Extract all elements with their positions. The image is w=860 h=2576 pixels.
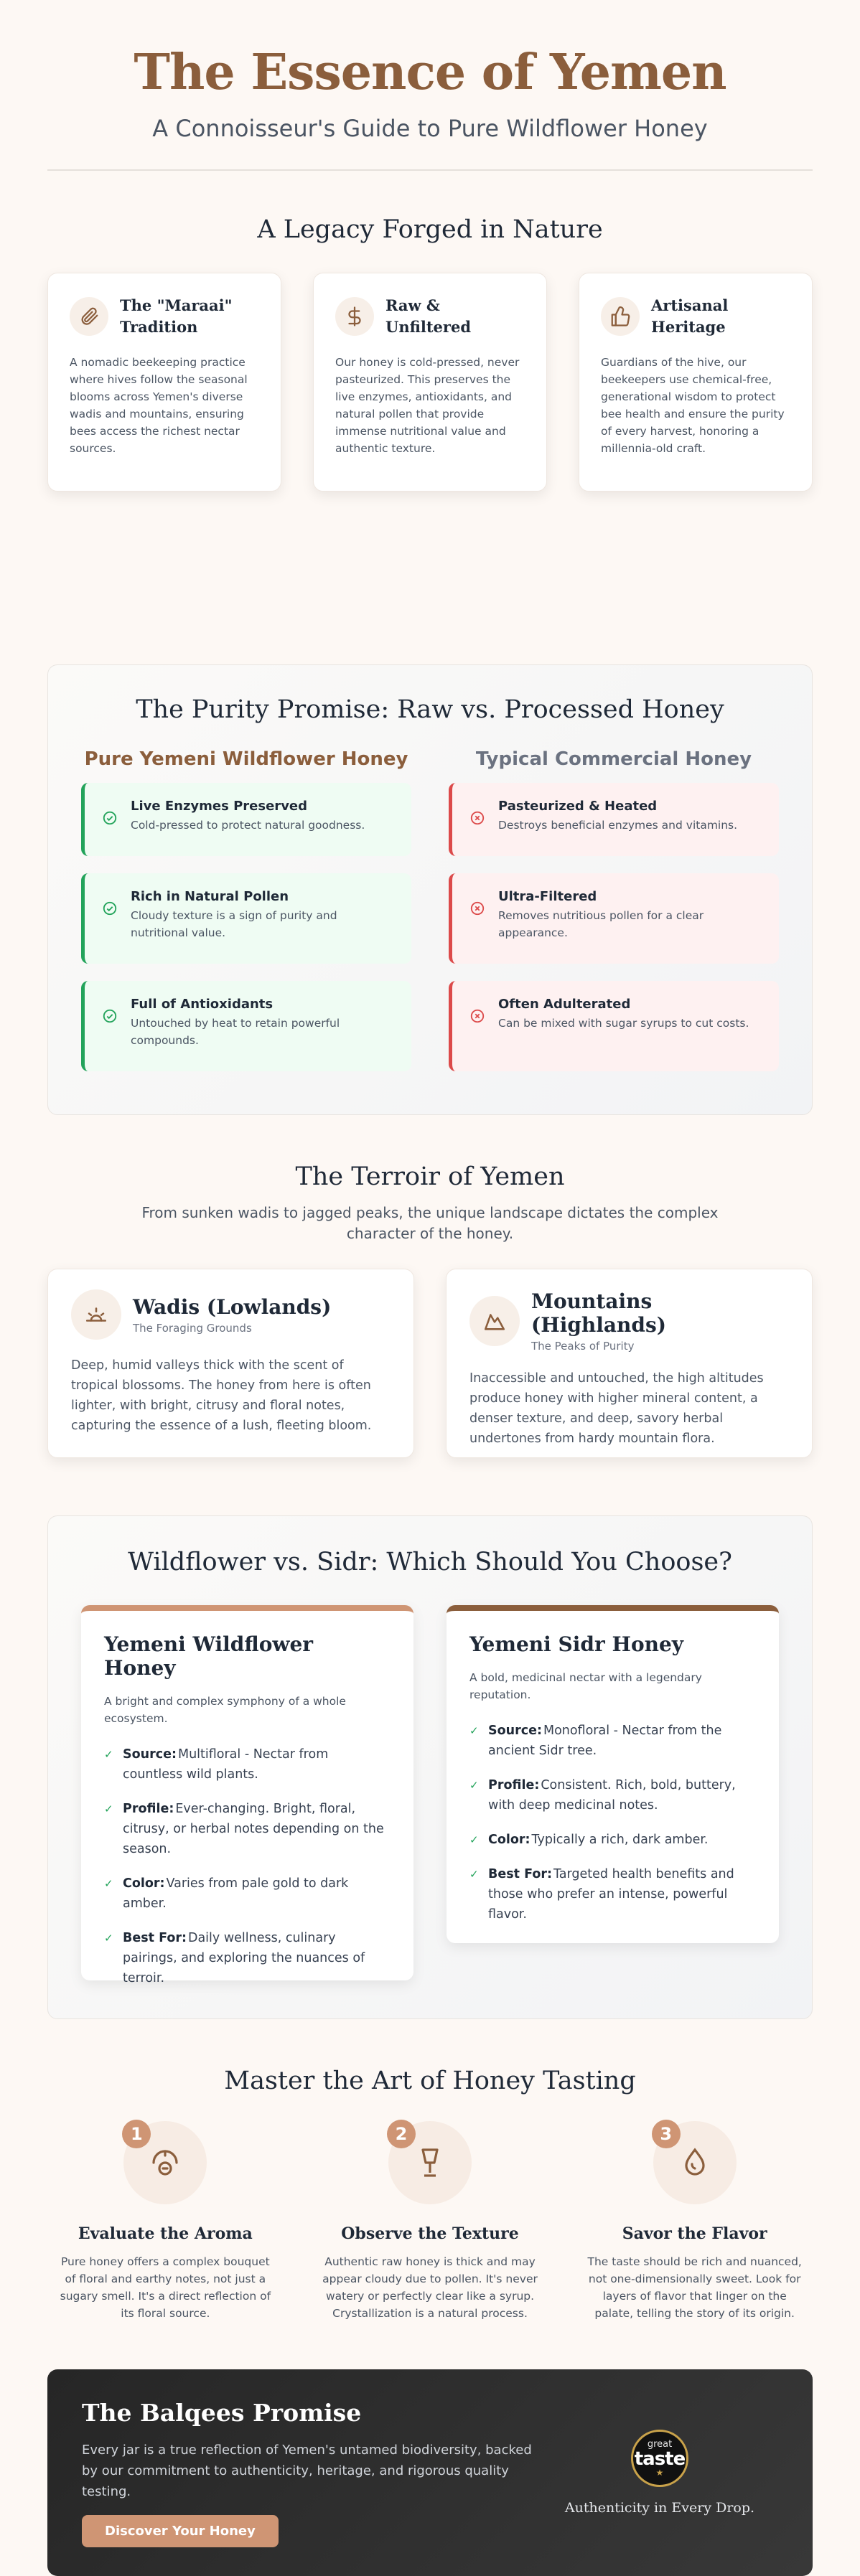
badge-top-text: great bbox=[647, 2439, 673, 2450]
legacy-card-raw bbox=[313, 273, 547, 492]
terroir-card-text: Deep, humid valleys thick with the scent of tropical blossoms. The honey from here is often lighter, with bright, citrusy and floral notes, capturing the essence of a lush, fleeting bloom. bbox=[71, 1358, 372, 1433]
terroir-card-wadis bbox=[47, 1269, 414, 1458]
purity-item-text: Can be mixed with sugar syrups to cut costs. bbox=[498, 1017, 749, 1030]
check-icon: ✓ bbox=[469, 1868, 479, 1881]
terroir-card-subtitle: The Peaks of Purity bbox=[531, 1340, 635, 1353]
purity-good-item bbox=[81, 783, 411, 856]
thumbs-up-icon bbox=[601, 297, 640, 336]
compare-row-label: Color: bbox=[488, 1833, 531, 1847]
purity-item-text: Destroys beneficial enzymes and vitamins. bbox=[498, 819, 738, 832]
check-icon: ✓ bbox=[104, 1748, 113, 1761]
compare-row-label: Source: bbox=[123, 1747, 177, 1762]
terroir-card-text: Inaccessible and untouched, the high altitudes produce honey with higher mineral content, a denser texture, and deep, savory herbal undertones from hardy mountain flora. bbox=[469, 1371, 764, 1446]
x-circle-icon bbox=[469, 1008, 485, 1024]
dollar-icon bbox=[335, 297, 374, 336]
promise-title: The Balqees Promise bbox=[82, 2398, 362, 2427]
step-number: 2 bbox=[387, 2120, 416, 2148]
tasting-section bbox=[47, 2019, 813, 2369]
page-title: The Essence of Yemen bbox=[134, 44, 726, 101]
purity-bad-item bbox=[449, 783, 779, 856]
compare-card-sidr bbox=[447, 1605, 779, 1943]
legacy-card-title: Raw & Unfiltered bbox=[385, 296, 471, 336]
legacy-card-title: Artisanal Heritage bbox=[651, 296, 729, 336]
step-title: Savor the Flavor bbox=[622, 2224, 767, 2243]
purity-item-text: Untouched by heat to retain powerful compounds. bbox=[131, 1017, 340, 1047]
terroir-card-title: Mountains (Highlands) bbox=[531, 1289, 667, 1337]
purity-good-column bbox=[81, 748, 411, 1089]
mountain-icon bbox=[469, 1296, 520, 1346]
step-number: 1 bbox=[122, 2120, 151, 2148]
step-title: Observe the Texture bbox=[341, 2224, 519, 2243]
compare-card-title: Yemeni Wildflower Honey bbox=[104, 1632, 314, 1680]
compare-card-wildflower bbox=[81, 1605, 413, 1985]
promise-text: Every jar is a true reflection of Yemen's untamed biodiversity, backed by our commitment to authenticity, heritage, and rigorous quality testing. bbox=[82, 2442, 532, 2499]
lamp-texture-icon bbox=[413, 2145, 447, 2180]
check-icon: ✓ bbox=[469, 1833, 479, 1846]
terroir-card-title: Wadis (Lowlands) bbox=[133, 1294, 332, 1319]
compare-row-value: Varies from pale gold to dark amber. bbox=[123, 1876, 349, 1911]
paperclip-icon bbox=[70, 297, 108, 336]
compare-card-title: Yemeni Sidr Honey bbox=[469, 1632, 684, 1656]
legacy-card-text: A nomadic beekeeping practice where hives follow the seasonal blooms across Yemen's diverse wadis and mountains, ensuring bees access the richest nectar sources. bbox=[70, 356, 248, 455]
tasting-step-flavor bbox=[576, 2121, 813, 2322]
purity-bad-item bbox=[449, 981, 779, 1071]
compare-row-label: Source: bbox=[488, 1724, 542, 1738]
purity-bad-item bbox=[449, 873, 779, 964]
promise-banner bbox=[47, 2369, 813, 2576]
legacy-card-text: Our honey is cold-pressed, never pasteurized. This preserves the live enzymes, antioxidants, and natural pollen that provide immense nutritional value and authentic texture. bbox=[335, 356, 520, 455]
badge-main-text: taste bbox=[634, 2448, 686, 2470]
compare-row bbox=[104, 1744, 391, 1785]
page bbox=[47, 0, 813, 2576]
step-text: The taste should be rich and nuanced, not one-dimensionally sweet. Look for layers of flavor that linger on the palate, telling the story of its origin. bbox=[587, 2255, 802, 2320]
check-icon: ✓ bbox=[469, 1779, 479, 1792]
terroir-card-mountains bbox=[446, 1269, 813, 1458]
legacy-title: A Legacy Forged in Nature bbox=[257, 215, 603, 244]
great-taste-badge bbox=[631, 2430, 688, 2487]
step-number: 3 bbox=[652, 2120, 681, 2148]
compare-row bbox=[469, 1775, 756, 1815]
purity-item-title: Full of Antioxidants bbox=[131, 997, 274, 1012]
promise-tagline: Authenticity in Every Drop. bbox=[564, 2500, 755, 2516]
purity-bad-column bbox=[449, 748, 779, 1089]
purity-item-title: Ultra-Filtered bbox=[498, 889, 597, 904]
check-icon: ✓ bbox=[104, 1932, 113, 1945]
tasting-title: Master the Art of Honey Tasting bbox=[224, 2067, 636, 2095]
purity-item-title: Rich in Natural Pollen bbox=[131, 889, 289, 904]
compare-row bbox=[469, 1721, 756, 1761]
x-circle-icon bbox=[469, 901, 485, 916]
tasting-step-aroma bbox=[47, 2121, 284, 2322]
tasting-step-texture bbox=[312, 2121, 548, 2322]
sunrise-icon bbox=[71, 1289, 121, 1340]
purity-good-heading: Pure Yemeni Wildflower Honey bbox=[84, 748, 408, 770]
compare-row bbox=[104, 1874, 391, 1914]
compare-row-value: Monofloral - Nectar from the ancient Sidr tree. bbox=[488, 1724, 722, 1758]
compare-row-label: Best For: bbox=[488, 1867, 552, 1881]
compare-row-value: Daily wellness, culinary pairings, and exploring the nuances of terroir. bbox=[123, 1931, 365, 1985]
purity-item-title: Live Enzymes Preserved bbox=[131, 799, 308, 814]
terroir-card-subtitle: The Foraging Grounds bbox=[133, 1321, 252, 1335]
terroir-subtitle: From sunken wadis to jagged peaks, the unique landscape dictates the complex character of the honey. bbox=[141, 1204, 719, 1242]
compare-row-value: Targeted health benefits and those who prefer an intense, powerful flavor. bbox=[488, 1867, 734, 1922]
compare-section bbox=[47, 1515, 813, 2019]
compare-card-desc: A bright and complex symphony of a whole ecosystem. bbox=[104, 1695, 346, 1725]
check-icon: ✓ bbox=[104, 1877, 113, 1890]
compare-row bbox=[104, 1799, 391, 1859]
compare-row-label: Best For: bbox=[123, 1931, 187, 1945]
purity-item-text: Cloudy texture is a sign of purity and nutritional value. bbox=[131, 909, 337, 939]
compare-row bbox=[104, 1928, 391, 1988]
nose-aroma-icon bbox=[148, 2145, 182, 2180]
purity-good-item bbox=[81, 981, 411, 1071]
check-circle-icon bbox=[102, 810, 118, 826]
compare-row-value: Typically a rich, dark amber. bbox=[531, 1833, 709, 1847]
compare-row-label: Profile: bbox=[488, 1778, 540, 1792]
step-title: Evaluate the Aroma bbox=[78, 2224, 253, 2243]
compare-row-value: Multifloral - Nectar from countless wild plants. bbox=[123, 1747, 329, 1782]
purity-title: The Purity Promise: Raw vs. Processed Honey bbox=[136, 695, 724, 724]
legacy-card-maraai bbox=[47, 273, 281, 492]
compare-title: Wildflower vs. Sidr: Which Should You Choose? bbox=[128, 1548, 732, 1576]
purity-section bbox=[47, 664, 813, 1115]
compare-row-value: Ever-changing. Bright, floral, citrusy, or herbal notes depending on the season. bbox=[123, 1802, 384, 1856]
badge-star-icon: ★ bbox=[655, 2468, 664, 2478]
check-circle-icon bbox=[102, 901, 118, 916]
check-circle-icon bbox=[102, 1008, 118, 1024]
legacy-section bbox=[47, 171, 813, 664]
page-subtitle: A Connoisseur's Guide to Pure Wildflower Honey bbox=[152, 115, 708, 142]
check-icon: ✓ bbox=[104, 1802, 113, 1815]
compare-card-desc: A bold, medicinal nectar with a legendary reputation. bbox=[469, 1671, 702, 1701]
compare-row-label: Color: bbox=[123, 1876, 165, 1891]
purity-item-title: Pasteurized & Heated bbox=[498, 799, 658, 814]
legacy-card-title: The "Maraai" Tradition bbox=[120, 296, 233, 336]
step-text: Authentic raw honey is thick and may appear cloudy due to pollen. It's never watery or perfectly clear like a syrup. Crystallization is a natural process. bbox=[322, 2255, 538, 2320]
hero bbox=[47, 0, 813, 171]
discover-honey-button[interactable]: Discover Your Honey bbox=[82, 2515, 279, 2547]
purity-item-text: Removes nutritious pollen for a clear appearance. bbox=[498, 909, 704, 939]
compare-row-value: Consistent. Rich, bold, buttery, with deep medicinal notes. bbox=[488, 1778, 736, 1813]
terroir-section bbox=[47, 1115, 813, 1515]
legacy-card-text: Guardians of the hive, our beekeepers use chemical-free, generational wisdom to protect bee health and ensure the purity of every harvest, honoring a millennia-old craft. bbox=[601, 356, 785, 455]
step-text: Pure honey offers a complex bouquet of floral and earthy notes, not just a sugary smell. It's a direct reflection of its floral source. bbox=[60, 2255, 271, 2320]
purity-good-item bbox=[81, 873, 411, 964]
compare-row-label: Profile: bbox=[123, 1802, 174, 1816]
purity-item-text: Cold-pressed to protect natural goodness. bbox=[131, 819, 365, 832]
purity-item-title: Often Adulterated bbox=[498, 997, 631, 1012]
compare-row bbox=[469, 1830, 756, 1850]
check-icon: ✓ bbox=[469, 1724, 479, 1737]
drop-flavor-icon bbox=[678, 2145, 712, 2180]
purity-bad-heading: Typical Commercial Honey bbox=[475, 748, 752, 770]
x-circle-icon bbox=[469, 810, 485, 826]
legacy-card-heritage bbox=[579, 273, 813, 492]
terroir-title: The Terroir of Yemen bbox=[295, 1162, 565, 1191]
compare-row bbox=[469, 1864, 756, 1924]
